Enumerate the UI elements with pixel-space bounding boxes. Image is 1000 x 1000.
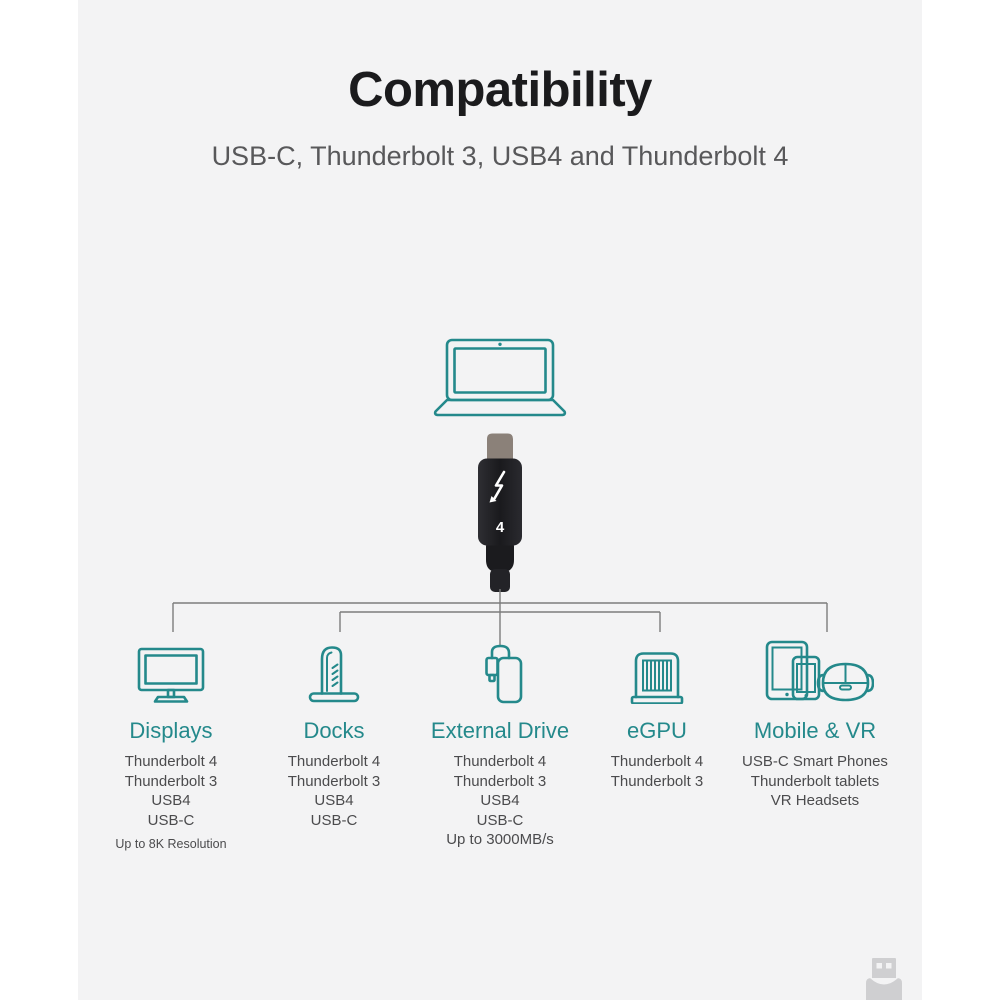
category-list <box>742 752 888 811</box>
list-item: USB4 <box>314 792 354 809</box>
list-item: Thunderbolt 3 <box>453 772 547 790</box>
icon-box <box>756 638 874 704</box>
category-list <box>125 752 218 830</box>
category-list <box>446 752 554 850</box>
mobile-vr-icon <box>756 638 874 704</box>
icon-box <box>307 638 361 704</box>
strain-relief <box>486 546 514 572</box>
monitor-icon <box>136 646 206 704</box>
list-item: USB-C <box>310 811 358 829</box>
port-number-label: 4 <box>495 519 505 536</box>
list-item: Thunderbolt 4 <box>453 753 547 770</box>
vr-headset-icon <box>818 664 873 700</box>
dock-icon <box>307 642 361 704</box>
tablet-icon <box>767 642 807 699</box>
category-title: Mobile & VR <box>753 718 877 743</box>
list-item: USB-C Smart Phones <box>742 753 888 770</box>
list-item: Thunderbolt tablets <box>750 772 880 790</box>
list-item: Thunderbolt 3 <box>124 772 218 790</box>
egpu-icon <box>628 650 686 704</box>
list-item: USB4 <box>151 792 191 809</box>
external-drive-icon <box>475 642 525 704</box>
category-mobile-vr <box>710 638 920 811</box>
webcam-dot <box>498 343 501 346</box>
list-item: Thunderbolt 3 <box>610 772 704 790</box>
category-note: Up to 8K Resolution <box>115 837 227 851</box>
list-item: VR Headsets <box>770 792 860 809</box>
icon-box <box>628 638 686 704</box>
icon-box <box>136 638 206 704</box>
category-list <box>288 752 381 830</box>
category-list <box>611 752 704 791</box>
usbc-metal-tip <box>487 434 513 461</box>
thunderbolt4-cable <box>469 430 531 592</box>
list-item: USB-C <box>476 811 524 829</box>
list-item: Thunderbolt 4 <box>124 753 218 770</box>
category-title: Displays <box>129 718 213 743</box>
laptop-icon <box>430 332 570 420</box>
list-item: Thunderbolt 4 <box>287 753 381 770</box>
list-item: Up to 3000MB/s <box>446 831 554 848</box>
usb-plug-icon <box>861 956 907 1000</box>
page-title: Compatibility <box>348 63 652 117</box>
list-item: USB4 <box>480 792 520 809</box>
category-title: Docks <box>303 718 365 743</box>
list-item: Thunderbolt 3 <box>287 772 381 790</box>
icon-box <box>475 638 525 704</box>
list-item: USB-C <box>147 811 195 829</box>
category-title: eGPU <box>627 718 687 743</box>
list-item: Thunderbolt 4 <box>610 753 704 770</box>
page-subtitle: USB-C, Thunderbolt 3, USB4 and Thunderbolt 4 <box>211 141 789 171</box>
category-title: External Drive <box>430 718 570 743</box>
cable-wire <box>490 569 510 592</box>
